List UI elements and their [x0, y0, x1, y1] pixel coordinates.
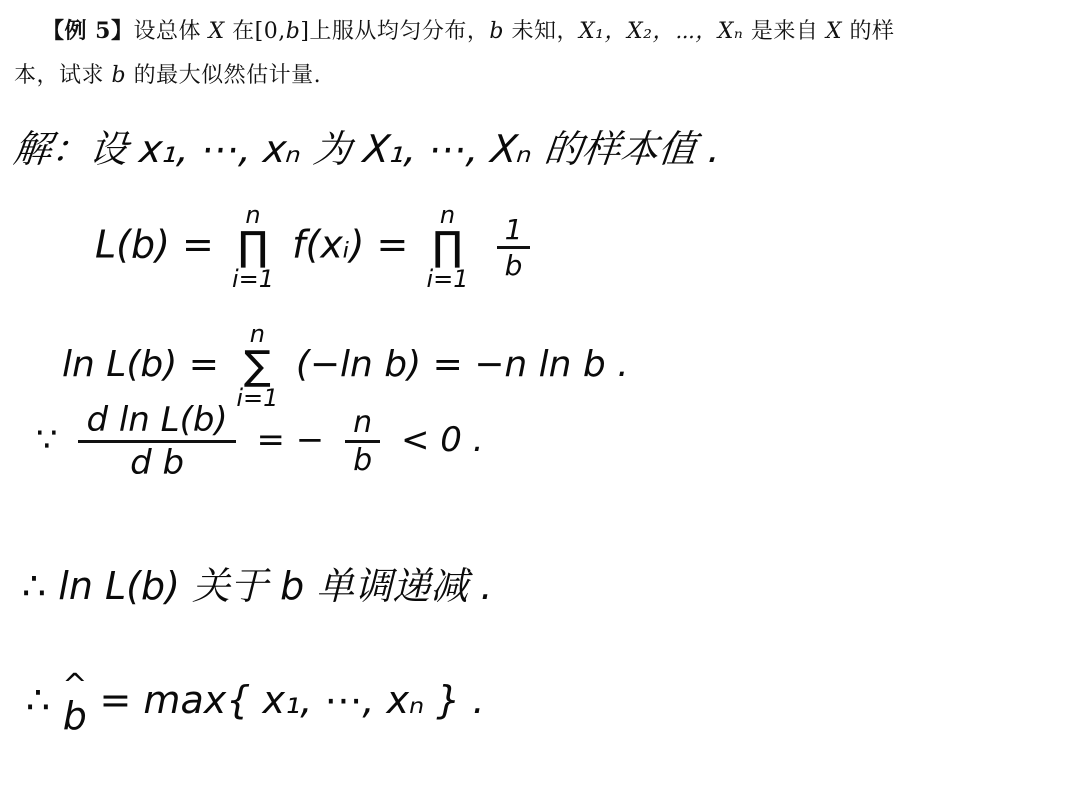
monotone-statement: ∴ ln L(b) 关于 b 单调递减 . — [22, 564, 493, 608]
solution-intro: 解：设 x₁, ⋯, xₙ 为 X₁, ⋯, Xₙ 的样本值 . — [11, 127, 723, 171]
derivative-equals: = − — [256, 420, 325, 460]
prod2-lower: i=1 — [426, 265, 469, 293]
math-var: X — [208, 19, 225, 44]
math-var: X — [825, 19, 843, 44]
likelihood-mid: f(xᵢ) = — [292, 222, 409, 267]
final-estimator — [26, 668, 485, 738]
because-symbol: ∵ — [36, 420, 58, 460]
n-over-b — [345, 405, 380, 478]
prod2-symbol: ∏ — [432, 224, 463, 270]
sample-list: X₁，X₂，⋯，Xₙ — [579, 19, 744, 44]
sum-lower: i=1 — [236, 384, 279, 412]
problem-text: 的最大似然估计量. — [126, 63, 322, 88]
problem-line-2 — [14, 58, 321, 89]
log-likelihood-equation — [62, 322, 629, 410]
derivative-fraction — [78, 400, 235, 483]
problem-text: 未知， — [504, 19, 579, 44]
likelihood-lhs: L(b) = — [95, 222, 214, 267]
n-over-b-denominator: b — [353, 443, 373, 478]
prod-symbol: ∏ — [237, 224, 269, 270]
derivative-equation — [36, 400, 484, 483]
math-var: b — [285, 19, 301, 44]
sum-upper: n — [249, 320, 265, 348]
loglik-lhs: ln L(b) = — [62, 344, 219, 385]
fraction-numerator: 1 — [497, 213, 531, 249]
derivative-numerator: d ln L(b) — [78, 400, 235, 443]
one-over-b — [497, 213, 531, 282]
problem-text: 是来自 — [743, 19, 826, 44]
example-tag: 【例 5】 — [42, 18, 134, 44]
derivative-denominator: d b — [130, 443, 185, 483]
problem-text: 设总体 — [133, 19, 209, 44]
sum-symbol: ∑ — [243, 343, 271, 389]
prod-upper: n — [245, 201, 261, 229]
product-operator — [232, 203, 274, 291]
loglik-rhs: (−ln b) = −n ln b . — [295, 344, 629, 385]
likelihood-equation — [95, 203, 540, 291]
therefore-symbol: ∴ — [26, 678, 51, 723]
derivative-tail: < 0 . — [400, 420, 484, 460]
b-hat — [62, 668, 88, 738]
problem-line-1 — [42, 14, 895, 45]
math-var: b — [489, 19, 504, 44]
problem-text: 的样 — [842, 19, 895, 44]
prod-lower: i=1 — [231, 265, 275, 293]
hat-mark: ^ — [62, 668, 88, 703]
problem-text: ]上服从均匀分布， — [300, 19, 490, 44]
final-rhs: = max{ x₁, ⋯, xₙ } . — [99, 678, 485, 723]
math-var: b — [111, 63, 127, 88]
problem-text: 在[0, — [224, 19, 286, 44]
fraction-denominator: b — [504, 248, 523, 282]
n-over-b-numerator: n — [345, 405, 380, 443]
problem-text: 本，试求 — [14, 63, 112, 88]
product-operator-2 — [426, 203, 468, 291]
sum-operator — [236, 322, 278, 410]
prod2-upper: n — [439, 201, 456, 229]
hat-variable: b — [62, 694, 87, 738]
